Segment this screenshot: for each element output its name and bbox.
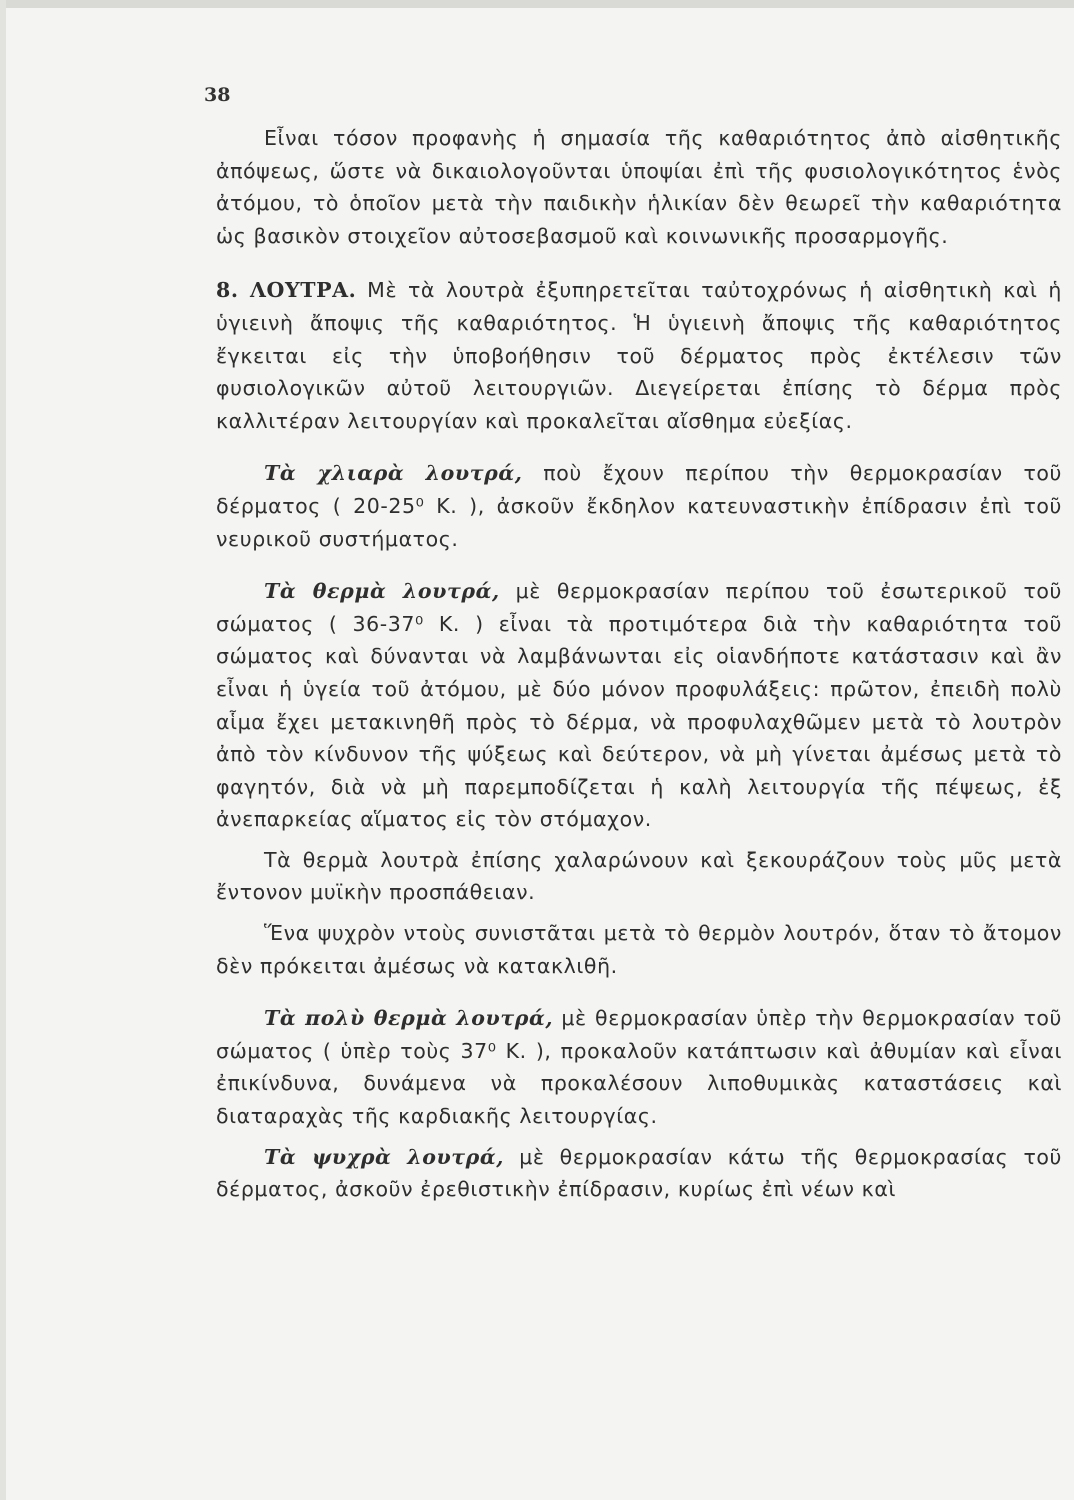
paragraph-text: Μὲ τὰ λουτρὰ ἐξυπηρετεῖται ταὐτοχρόνως ἡ αἰσθητικὴ καὶ ἡ ὑγιεινὴ ἄποψις τῆς καθαριότητος. Ἡ ὑγιεινὴ ἄποψις τῆς καθαριότητος ἔγκειται εἰς τὴν ὑποβοήθησιν τοῦ δέρματος πρὸς ἐκτέλεσιν τῶν φυσιολογικῶν αὐτοῦ λειτουργιῶν. Διεγείρεται ἐπίσης τὸ δέρμα πρὸς καλλιτέραν λειτουργίαν καὶ προκαλεῖται αἴσθημα εὐεξίας. bbox=[216, 278, 1062, 433]
paragraph-baths-intro bbox=[216, 274, 1062, 437]
paragraph-warm-baths bbox=[216, 575, 1062, 836]
term-lukewarm-baths: Τὰ χλιαρὰ λουτρά, bbox=[264, 461, 523, 486]
paragraph-text: μὲ θερμοκρασίαν ὑπὲρ τὴν θερμοκρασίαν τοῦ σώματος ( ὑπὲρ τοὺς 37⁰ Κ. ), προκαλοῦν κατάπτωσιν καὶ ἀθυμίαν καὶ εἶναι ἐπικίνδυνα, δυνάμενα νὰ προκαλέσουν λιποθυμικὰς καταστάσεις καὶ διαταραχὰς τῆς καρδιακῆς λειτουργίας. bbox=[216, 1006, 1062, 1129]
paragraph-lukewarm-baths bbox=[216, 457, 1062, 555]
paragraph-text: μὲ θερμοκρασίαν περίπου τοῦ ἐσωτερικοῦ τοῦ σώματος ( 36-37⁰ Κ. ) εἶναι τὰ προτιμότερα διὰ τὴν καθαριότητα τοῦ σώματος καὶ δύνανται νὰ λαμβάνωνται εἰς οἱανδήποτε κατάστασιν καὶ ἂν εἶναι ἡ ὑγεία τοῦ ἀτόμου, μὲ δύο μόνον προφυλάξεις: πρῶτον, ἐπειδὴ πολὺ αἷμα ἔχει μετακινηθῆ πρὸς τὸ δέρμα, νὰ προφυλαχθῶμεν μετὰ τὸ λουτρὸν ἀπὸ τὸν κίνδυνον τῆς ψύξεως καὶ δεύτερον, νὰ μὴ γίνεται ἀμέσως μετὰ τὸ φαγητόν, διὰ νὰ μὴ παρεμποδίζεται ἡ καλὴ λειτουργία τῆς πέψεως, ἐξ ἀνεπαρκείας αἵματος εἰς τὸν στόμαχον. bbox=[216, 579, 1062, 832]
term-very-hot-baths: Τὰ πολὺ θερμὰ λουτρά, bbox=[264, 1006, 554, 1031]
body-text bbox=[216, 122, 1062, 1206]
paragraph-cold-shower: Ἕνα ψυχρὸν ντοὺς συνιστᾶται μετὰ τὸ θερμὸν λουτρόν, ὅταν τὸ ἄτομον δὲν πρόκειται ἀμέσως νὰ κατακλιθῆ. bbox=[216, 921, 1062, 978]
page-number: 38 bbox=[204, 84, 231, 106]
section-heading-baths: 8. ΛΟΥΤΡΑ. bbox=[216, 278, 357, 303]
paragraph-hygiene-aesthetics: Εἶναι τόσον προφανὴς ἡ σημασία τῆς καθαριότητος ἀπὸ αἰσθητικῆς ἀπόψεως, ὥστε νὰ δικαιολογοῦνται ὑποψίαι ἐπὶ τῆς φυσιολογικότητος ἑνὸς ἀτόμου, τὸ ὁποῖον μετὰ τὴν παιδικὴν ἡλικίαν δὲν θεωρεῖ τὴν καθαριότητα ὡς βασικὸν στοιχεῖον αὐτοσεβασμοῦ καὶ κοινωνικῆς προσαρμογῆς. bbox=[216, 126, 1062, 248]
paragraph-text: ποὺ ἔχουν περίπου τὴν θερμοκρασίαν τοῦ δέρματος ( 20-25⁰ Κ. ), ἀσκοῦν ἔκδηλον κατευναστικὴν ἐπίδρασιν ἐπὶ τοῦ νευρικοῦ συστήματος. bbox=[216, 461, 1062, 551]
paragraph-warm-baths-muscles: Τὰ θερμὰ λουτρὰ ἐπίσης χαλαρώνουν καὶ ξεκουράζουν τοὺς μῦς μετὰ ἔντονον μυϊκὴν προσπάθειαν. bbox=[216, 847, 1062, 905]
term-cold-baths: Τὰ ψυχρὰ λουτρά, bbox=[264, 1144, 505, 1169]
paragraph-cold-baths bbox=[216, 1141, 1062, 1206]
paragraph-very-hot-baths bbox=[216, 1002, 1062, 1132]
term-warm-baths: Τὰ θερμὰ λουτρά, bbox=[264, 579, 500, 604]
paragraph-text: μὲ θερμοκρασίαν κάτω τῆς θερμοκρασίας τοῦ δέρματος, ἀσκοῦν ἐρεθιστικὴν ἐπίδρασιν, κυρίως ἐπὶ νέων καὶ bbox=[216, 1144, 1062, 1202]
